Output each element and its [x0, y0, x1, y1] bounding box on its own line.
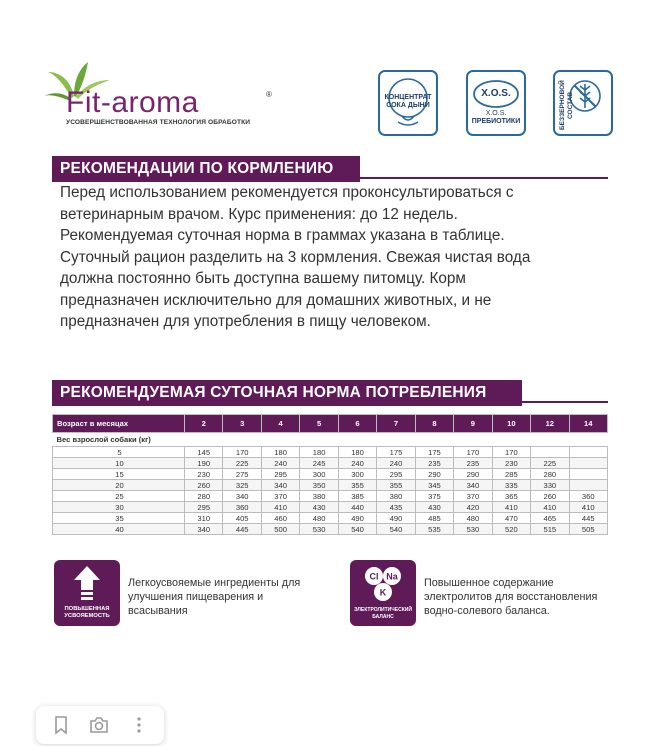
- age-cell: 8: [415, 415, 453, 433]
- value-cell: 480: [300, 513, 338, 524]
- value-cell: 380: [300, 491, 338, 502]
- feeding-title: РЕКОМЕНДАЦИИ ПО КОРМЛЕНИЮ: [52, 156, 360, 182]
- electrolyte-badge: [350, 560, 416, 626]
- brand-logo: [44, 62, 272, 128]
- value-cell: 430: [415, 502, 453, 513]
- digestibility-text: [128, 576, 300, 618]
- value-cell: 370: [261, 491, 299, 502]
- electrolyte-icon: [350, 560, 416, 608]
- value-cell: 365: [492, 491, 530, 502]
- value-cell: 245: [300, 458, 338, 469]
- badge-line: X.O.S.: [485, 110, 507, 117]
- feature-line: всасывания: [128, 605, 188, 617]
- value-cell: [531, 447, 569, 458]
- value-cell: 340: [223, 491, 261, 502]
- feature-label: БАЛАНС: [372, 614, 394, 620]
- value-cell: 235: [454, 458, 492, 469]
- value-cell: 295: [261, 469, 299, 480]
- weight-header: Вес взрослой собаки (кг): [56, 435, 151, 444]
- table-row: [53, 502, 608, 513]
- symbol-k: K: [379, 587, 387, 598]
- age-cell: 4: [261, 415, 299, 433]
- table-header-row: [53, 415, 608, 433]
- value-cell: 170: [223, 447, 261, 458]
- feature-line: водно-солевого баланса.: [424, 605, 550, 617]
- norm-title: РЕКОМЕНДУЕМАЯ СУТОЧНАЯ НОРМА ПОТРЕБЛЕНИЯ: [52, 380, 522, 406]
- feature-line: Легкоусвояемые ингредиенты для: [128, 577, 301, 589]
- feeding-line: предназначен для употребления в пищу человеком.: [60, 313, 431, 330]
- value-cell: 295: [185, 502, 223, 513]
- value-cell: 325: [223, 480, 261, 491]
- badge-melon-juice: [378, 70, 438, 136]
- table-row: [53, 447, 608, 458]
- value-cell: 295: [377, 469, 415, 480]
- value-cell: 350: [300, 480, 338, 491]
- value-cell: 410: [492, 502, 530, 513]
- value-cell: 235: [415, 458, 453, 469]
- value-cell: 290: [415, 469, 453, 480]
- digestibility-badge: [54, 560, 120, 626]
- weight-cell: 30: [53, 502, 185, 513]
- feeding-rule: [360, 177, 608, 179]
- badge-circle-text: X.O.S.: [481, 88, 511, 99]
- value-cell: 170: [454, 447, 492, 458]
- value-cell: 500: [261, 524, 299, 535]
- arrow-up-icon: [54, 560, 120, 606]
- value-cell: 410: [569, 502, 607, 513]
- feeding-line: Суточный рацион разделить на 3 кормления. Свежая чистая вода: [60, 248, 531, 266]
- weight-cell: 5: [53, 447, 185, 458]
- value-cell: 230: [185, 469, 223, 480]
- feature-label: УСВОЯЕМОСТЬ: [64, 613, 110, 619]
- value-cell: 340: [261, 480, 299, 491]
- value-cell: 240: [377, 458, 415, 469]
- value-cell: 240: [338, 458, 376, 469]
- value-cell: 370: [454, 491, 492, 502]
- feature-label: ЭЛЕКТРОЛИТИЧЕСКИЙ: [354, 607, 412, 613]
- weight-cell: 20: [53, 480, 185, 491]
- value-cell: 435: [377, 502, 415, 513]
- value-cell: 540: [377, 524, 415, 535]
- value-cell: 230: [492, 458, 530, 469]
- norm-rule: [522, 401, 608, 403]
- value-cell: 520: [492, 524, 530, 535]
- value-cell: 410: [531, 502, 569, 513]
- value-cell: 360: [569, 491, 607, 502]
- value-cell: 180: [261, 447, 299, 458]
- value-cell: 300: [338, 469, 376, 480]
- table-row: [53, 480, 608, 491]
- symbol-na: Na: [386, 571, 398, 582]
- value-cell: 340: [185, 524, 223, 535]
- value-cell: 410: [261, 502, 299, 513]
- value-cell: 460: [261, 513, 299, 524]
- weight-cell: 15: [53, 469, 185, 480]
- value-cell: 180: [338, 447, 376, 458]
- value-cell: 290: [454, 469, 492, 480]
- value-cell: 515: [531, 524, 569, 535]
- value-cell: [569, 458, 607, 469]
- value-cell: 480: [454, 513, 492, 524]
- value-cell: 445: [223, 524, 261, 535]
- value-cell: 190: [185, 458, 223, 469]
- value-cell: 345: [415, 480, 453, 491]
- value-cell: 145: [185, 447, 223, 458]
- value-cell: 335: [492, 480, 530, 491]
- weight-cell: 35: [53, 513, 185, 524]
- weight-cell: 25: [53, 491, 185, 502]
- value-cell: 420: [454, 502, 492, 513]
- value-cell: 530: [300, 524, 338, 535]
- feeding-line: Перед использованием рекомендуется проконсультироваться с: [60, 184, 514, 201]
- value-cell: 275: [223, 469, 261, 480]
- value-cell: 380: [377, 491, 415, 502]
- age-header: Возраст в месяцах: [53, 415, 185, 433]
- value-cell: 240: [261, 458, 299, 469]
- value-cell: 540: [338, 524, 376, 535]
- value-cell: 285: [492, 469, 530, 480]
- value-cell: 260: [531, 491, 569, 502]
- age-cell: 7: [377, 415, 415, 433]
- value-cell: 485: [415, 513, 453, 524]
- value-cell: 260: [185, 480, 223, 491]
- value-cell: 225: [531, 458, 569, 469]
- value-cell: 440: [338, 502, 376, 513]
- value-cell: 360: [223, 502, 261, 513]
- value-cell: [569, 447, 607, 458]
- weight-cell: 40: [53, 524, 185, 535]
- image-toolbar: [36, 706, 164, 744]
- value-cell: 490: [377, 513, 415, 524]
- value-cell: [569, 469, 607, 480]
- age-cell: 10: [492, 415, 530, 433]
- value-cell: 470: [492, 513, 530, 524]
- feeding-line: ветеринарным врачом. Курс применения: до 12 недель.: [60, 205, 458, 223]
- age-cell: 6: [338, 415, 376, 433]
- value-cell: 490: [338, 513, 376, 524]
- value-cell: 530: [454, 524, 492, 535]
- symbol-cl: Cl: [369, 571, 379, 582]
- value-cell: 505: [569, 524, 607, 535]
- value-cell: 300: [300, 469, 338, 480]
- badge-grain-free: [553, 70, 613, 136]
- feature-line: Повышенное содержание: [424, 577, 554, 589]
- feeding-line: должна постоянно быть доступна вашему питомцу. Корм: [60, 270, 466, 287]
- badge-line: СОКА ДЫНИ: [386, 102, 430, 109]
- camera-icon[interactable]: [88, 714, 110, 736]
- table-row: [53, 458, 608, 469]
- feature-line: электролитов для восстановления: [424, 591, 598, 603]
- age-cell: 2: [185, 415, 223, 433]
- value-cell: 175: [415, 447, 453, 458]
- feeding-line: предназначен исключительно для домашних животных, и не: [60, 291, 492, 309]
- value-cell: 430: [300, 502, 338, 513]
- value-cell: 535: [415, 524, 453, 535]
- badge-line: КОНЦЕНТРАТ: [384, 94, 432, 101]
- value-cell: 280: [185, 491, 223, 502]
- age-cell: 14: [569, 415, 607, 433]
- value-cell: 175: [377, 447, 415, 458]
- value-cell: 310: [185, 513, 223, 524]
- age-cell: 12: [531, 415, 569, 433]
- value-cell: 330: [531, 480, 569, 491]
- registered-mark: ®: [266, 90, 272, 99]
- badge-line: ПРЕБИОТИКИ: [471, 118, 521, 125]
- table-row: [53, 469, 608, 480]
- value-cell: 180: [300, 447, 338, 458]
- value-cell: 280: [531, 469, 569, 480]
- value-cell: 445: [569, 513, 607, 524]
- value-cell: 355: [377, 480, 415, 491]
- value-cell: 385: [338, 491, 376, 502]
- table-row: [53, 524, 608, 535]
- feeding-text: [60, 182, 620, 333]
- table-row: [53, 491, 608, 502]
- value-cell: 465: [531, 513, 569, 524]
- value-cell: 170: [492, 447, 530, 458]
- brand-name: Fit-aroma: [66, 86, 199, 119]
- feature-line: улучшения пищеварения и: [128, 591, 264, 603]
- badge-line: БЕЗЗЕРНОВОЙ СОСТАВ: [559, 80, 574, 130]
- weight-header-row: [53, 433, 608, 447]
- value-cell: 375: [415, 491, 453, 502]
- more-icon[interactable]: [128, 714, 150, 736]
- value-cell: [569, 480, 607, 491]
- feature-label: ПОВЫШЕННАЯ: [64, 606, 110, 612]
- age-cell: 5: [300, 415, 338, 433]
- value-cell: 340: [454, 480, 492, 491]
- value-cell: 355: [338, 480, 376, 491]
- feeding-line: Рекомендуемая суточная норма в граммах указана в таблице.: [60, 227, 505, 244]
- electrolyte-text: [424, 576, 597, 618]
- badge-xos: [466, 70, 526, 136]
- table-row: [53, 513, 608, 524]
- weight-cell: 10: [53, 458, 185, 469]
- brand-tagline: УСОВЕРШЕНСТВОВАННАЯ ТЕХНОЛОГИЯ ОБРАБОТКИ: [66, 119, 251, 126]
- age-cell: 3: [223, 415, 261, 433]
- value-cell: 405: [223, 513, 261, 524]
- bookmark-icon[interactable]: [50, 714, 72, 736]
- norm-table: [52, 414, 608, 535]
- age-cell: 9: [454, 415, 492, 433]
- value-cell: 225: [223, 458, 261, 469]
